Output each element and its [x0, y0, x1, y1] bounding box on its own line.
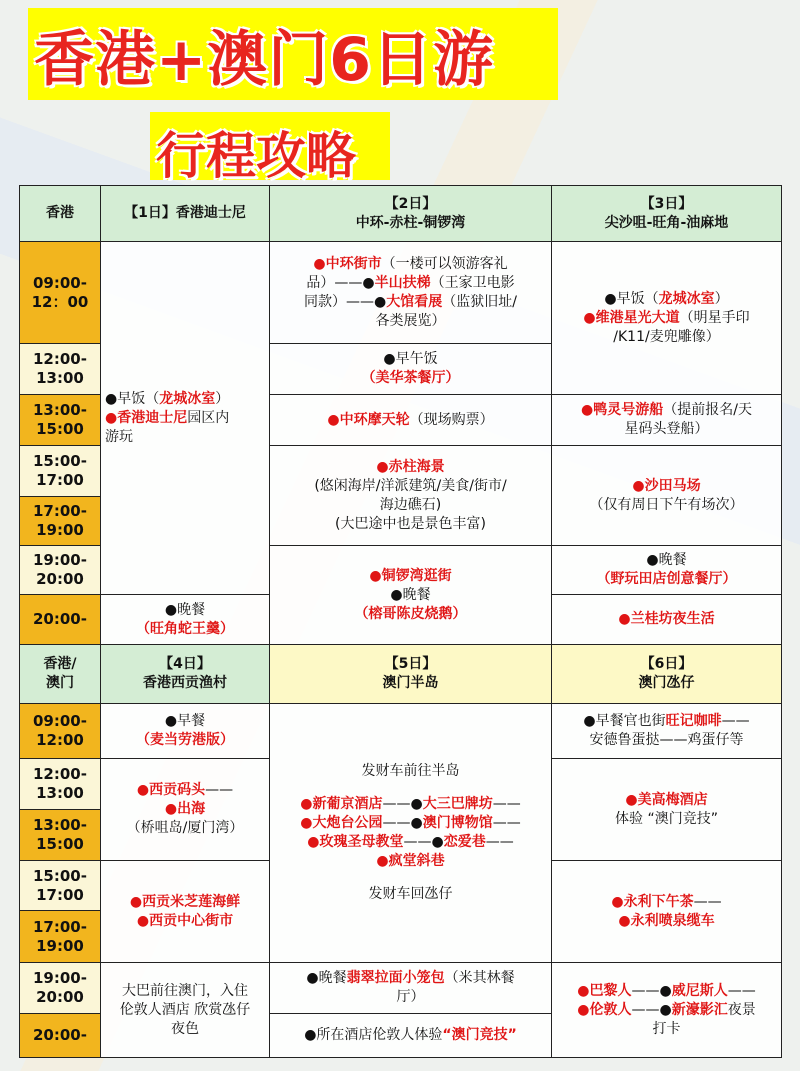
activity-text: 夜色	[171, 1020, 199, 1037]
header-corner-hk	[19, 185, 101, 242]
bullet: ●	[618, 912, 631, 929]
time-text: 17:00	[36, 885, 84, 904]
time-text: 15:00-	[33, 866, 87, 885]
itinerary-grid	[19, 185, 782, 1058]
place-name: 新葡京酒店	[312, 796, 383, 812]
bullet: ●	[300, 815, 313, 831]
time-text: 15:00	[36, 420, 84, 438]
day3-cruise	[551, 394, 782, 446]
bullet: ●	[136, 782, 150, 798]
day5-casino	[269, 1013, 552, 1058]
time-text: 19:00	[36, 936, 84, 955]
place-name: 西贡中心街市	[149, 912, 234, 929]
time-text: 12：00	[31, 292, 89, 311]
time-slot-1500	[19, 445, 101, 497]
place-name: 香港迪士尼	[117, 409, 188, 426]
corner-label: 香港/	[43, 656, 77, 672]
place-name: 龙城冰室	[658, 290, 715, 307]
activity-text: （米其林餐	[444, 970, 515, 986]
place-name: 铜锣湾逛街	[381, 567, 452, 584]
place-name: 美华茶餐厅	[375, 370, 446, 386]
activity-text: （仅有周日下午有场次）	[589, 496, 744, 513]
activity-text: 体验 “澳门竞技”	[615, 810, 718, 827]
activity-text: 园区内	[187, 409, 230, 426]
corner-label: 澳门	[46, 675, 74, 691]
activity-text: ）	[452, 605, 467, 622]
place-name: 出海	[177, 801, 206, 817]
page-title: 香港+澳门6日游	[34, 25, 495, 95]
place-name: 翡翠拉面小笼包	[346, 970, 445, 986]
place-name: 澳门博物馆	[422, 815, 493, 831]
header-day2	[269, 185, 552, 242]
day2-label-route: 中环-赤柱-铜锣湾	[355, 214, 466, 231]
activity-text: （桥咀岛/厦门湾）	[126, 820, 244, 836]
activity-text: ●早餐	[164, 713, 206, 729]
activity-text: ）	[220, 732, 234, 748]
activity-text: ●晚餐	[646, 552, 687, 568]
day2-label-num: 【2日】	[384, 195, 437, 212]
header-day6	[551, 644, 782, 704]
bullet: ●	[611, 893, 624, 910]
place-name: 鸭灵号游船	[593, 402, 664, 418]
title-banner-main	[28, 8, 558, 100]
activity-text: （	[354, 605, 369, 622]
activity-text: （	[361, 370, 376, 386]
time-slot-1200	[19, 758, 101, 810]
activity-text: ——	[721, 713, 750, 729]
time-text: 09:00-	[33, 712, 87, 730]
place-name: 威尼斯人	[671, 982, 728, 999]
place-name: 兰桂坊夜生活	[630, 611, 715, 627]
activity-text: 大巴前往澳门，入住	[122, 982, 248, 999]
time-text: 15:00	[36, 835, 84, 853]
day2-morning	[269, 241, 552, 344]
time-text: 19:00-	[33, 551, 87, 569]
activity-text: ——●	[403, 834, 444, 850]
time-text: 12:00	[36, 731, 84, 749]
time-text: 17:00-	[33, 502, 87, 520]
activity-text: ——	[492, 815, 521, 831]
place-name: 龙城冰室	[159, 390, 216, 407]
activity-text: （	[136, 620, 150, 637]
time-text: 20:00	[36, 570, 84, 588]
time-text: 20:00-	[33, 610, 87, 628]
activity-text: (悠闲海岸/洋派建筑/美食/街市/	[314, 477, 507, 494]
place-name: 沙田马场	[644, 477, 701, 494]
time-slot-0900	[19, 703, 101, 759]
day5-peninsula-tour	[269, 703, 552, 963]
activity-text: ——	[693, 893, 722, 910]
time-slot-1300	[19, 394, 101, 446]
day6-night-tour	[551, 962, 782, 1058]
activity-text: ●晚餐	[306, 970, 347, 986]
time-slot-1200	[19, 343, 101, 395]
activity-text: 品）——●	[306, 274, 375, 291]
activity-text: 夜景	[727, 1001, 756, 1018]
time-text: 09:00-	[33, 273, 87, 292]
place-name: 旺记咖啡	[665, 713, 722, 729]
time-slot-1700	[19, 496, 101, 546]
place-name: 永利喷泉缆车	[630, 912, 715, 929]
day3-morning	[551, 241, 782, 395]
time-text: 19:00	[36, 521, 84, 539]
bullet: ●	[300, 796, 313, 812]
bullet: ●	[369, 567, 382, 584]
header-day4	[100, 644, 270, 704]
place-name: 中环街市	[325, 255, 382, 272]
day2-brunch	[269, 343, 552, 395]
bullet: ●	[307, 834, 320, 850]
place-name: 大炮台公园	[312, 815, 383, 831]
day3-dinner	[551, 545, 782, 595]
activity-text: 伦敦人酒店 欣赏氹仔	[119, 1001, 251, 1018]
time-text: 20:00	[36, 988, 84, 1006]
day6-mgm	[551, 758, 782, 861]
bullet: ●	[327, 411, 340, 428]
bullet: ●	[577, 1001, 590, 1018]
corner-label: 香港	[46, 205, 74, 221]
activity-text: 打卡	[652, 1020, 681, 1037]
bullet: ●	[136, 912, 150, 929]
day1-label: 【1日】香港迪士尼	[124, 205, 246, 221]
activity-text: ●晚餐	[164, 601, 206, 618]
bullet: ●	[129, 893, 143, 910]
activity-text: ●晚餐	[390, 586, 431, 603]
bullet: ●	[376, 458, 389, 475]
activity-text: ）	[722, 571, 737, 587]
time-text: 12:00-	[33, 765, 87, 783]
time-slot-1300	[19, 809, 101, 861]
time-text: 13:00	[36, 784, 84, 802]
time-slot-2000	[19, 594, 101, 645]
activity-text: ——	[485, 834, 514, 850]
time-slot-1700	[19, 910, 101, 963]
activity-text: ——●	[631, 1001, 672, 1018]
place-name: 玫瑰圣母教堂	[319, 834, 404, 850]
activity-text: 星码头登船）	[624, 421, 709, 437]
activity-text: ）	[220, 620, 234, 637]
activity-text: 厅）	[396, 989, 425, 1005]
place-name: 巴黎人	[589, 982, 632, 999]
activity-text: （监狱旧址/	[442, 293, 517, 310]
activity-text: ——	[492, 796, 521, 812]
day5-dinner	[269, 962, 552, 1014]
place-name: 赤柱海景	[388, 458, 445, 475]
day2-ferris-wheel	[269, 394, 552, 446]
activity-text: ●早餐官也街	[583, 713, 666, 729]
activity-text: ——●	[382, 815, 423, 831]
day1-main-activity	[100, 241, 270, 595]
time-slot-0900	[19, 241, 101, 344]
day5-label-route: 澳门半岛	[382, 675, 439, 691]
activity-text: ——●	[382, 796, 423, 812]
day4-breakfast	[100, 703, 270, 759]
time-text: 13:00-	[33, 401, 87, 419]
bullet: ●	[618, 611, 631, 627]
time-text: 15:00-	[33, 452, 87, 470]
activity-text: ——	[727, 982, 756, 999]
place-name: 恋爱巷	[443, 834, 486, 850]
activity-text: /K11/麦兜雕像）	[613, 328, 720, 345]
bullet: ●	[632, 477, 645, 494]
bullet: ●	[581, 402, 594, 418]
day1-dinner	[100, 594, 270, 645]
day2-stanley	[269, 445, 552, 546]
activity-text: 发财车前往半岛	[361, 763, 460, 779]
header-day1	[100, 185, 270, 242]
time-text: 19:00-	[33, 969, 87, 987]
place-name: 大馆看展	[386, 293, 443, 310]
activity-text: （一楼可以领游客礼	[381, 255, 508, 272]
day4-seafood	[100, 860, 270, 963]
activity-text: 海边礁石)	[379, 496, 442, 513]
activity-text: ）	[445, 370, 460, 386]
activity-text: 安德鲁蛋挞——鸡蛋仔等	[589, 732, 744, 748]
activity-text: 同款）——●	[304, 293, 387, 310]
day6-label-num: 【6日】	[640, 656, 693, 672]
place-name: 旺角蛇王羹	[150, 620, 220, 637]
activity-text: ——●	[631, 982, 672, 999]
place-name: “澳门竞技”	[442, 1027, 517, 1043]
activity-text: 发财车回氹仔	[368, 886, 453, 902]
activity-text: （	[596, 571, 611, 587]
place-name: 西贡米芝莲海鲜	[142, 893, 241, 910]
activity-text: ——	[205, 782, 234, 798]
time-text: 17:00-	[33, 917, 87, 936]
place-name: 西贡码头	[149, 782, 206, 798]
day3-nightlife	[551, 594, 782, 645]
place-name: 中环摩天轮	[339, 411, 410, 428]
time-slot-2000	[19, 1013, 101, 1058]
time-text: 13:00	[36, 369, 84, 387]
activity-text: ）	[215, 390, 230, 407]
activity-text: ●早午饭	[383, 351, 438, 367]
activity-text: （	[136, 732, 150, 748]
place-name: 大三巴牌坊	[422, 796, 493, 812]
time-text: 17:00	[36, 471, 84, 489]
activity-text: 游玩	[105, 428, 133, 445]
time-slot-1900	[19, 545, 101, 595]
time-text: 12:00-	[33, 350, 87, 368]
activity-text: ●早饭（	[105, 390, 160, 407]
bullet: ●	[105, 409, 118, 426]
activity-text: ）	[714, 290, 729, 307]
day3-label-route: 尖沙咀-旺角-油麻地	[604, 214, 729, 231]
activity-text: (大巴途中也是景色丰富)	[335, 515, 486, 532]
day2-causeway-bay	[269, 545, 552, 645]
day4-to-macau	[100, 962, 270, 1058]
place-name: 维港星光大道	[595, 309, 680, 326]
place-name: 伦敦人	[589, 1001, 632, 1018]
header-day3	[551, 185, 782, 242]
activity-text: （明星手印	[679, 309, 750, 326]
bullet: ●	[577, 982, 590, 999]
bullet: ●	[625, 791, 638, 808]
place-name: 疯堂斜巷	[388, 853, 445, 869]
day3-label-num: 【3日】	[640, 195, 693, 212]
time-text: 20:00-	[33, 1026, 87, 1044]
day6-wynn	[551, 860, 782, 963]
activity-text: （提前报名/天	[663, 402, 752, 418]
time-slot-1500	[19, 860, 101, 911]
place-name: 永利下午茶	[623, 893, 694, 910]
title-banner-sub	[150, 112, 390, 185]
activity-text: ●早饭（	[604, 290, 659, 307]
day6-label-route: 澳门氹仔	[638, 675, 695, 691]
activity-text: （王家卫电影	[430, 274, 515, 291]
time-text: 13:00-	[33, 816, 87, 834]
activity-text: 各类展览）	[375, 312, 446, 329]
day4-label-route: 香港西贡渔村	[143, 675, 227, 691]
activity-text: ●所在酒店伦敦人体验	[304, 1027, 443, 1043]
place-name: 美高梅酒店	[637, 791, 708, 808]
activity-text: （现场购票）	[409, 411, 494, 428]
day5-label-num: 【5日】	[384, 656, 437, 672]
place-name: 榕哥陈皮烧鹅	[368, 605, 453, 622]
bullet: ●	[376, 853, 389, 869]
bullet: ●	[164, 801, 178, 817]
header-corner-hk-macau	[19, 644, 101, 704]
header-day5	[269, 644, 552, 704]
day6-breakfast	[551, 703, 782, 759]
bullet: ●	[583, 309, 596, 326]
day4-label-num: 【4日】	[159, 656, 211, 672]
place-name: 新濠影汇	[671, 1001, 728, 1018]
place-name: 半山扶梯	[374, 274, 431, 291]
day3-racecourse	[551, 445, 782, 546]
day4-pier	[100, 758, 270, 861]
place-name: 野玩田店创意餐厅	[610, 571, 723, 587]
place-name: 麦当劳港版	[150, 732, 220, 748]
bullet: ●	[313, 255, 326, 272]
page-subtitle: 行程攻略	[156, 127, 356, 185]
time-slot-1900	[19, 962, 101, 1014]
